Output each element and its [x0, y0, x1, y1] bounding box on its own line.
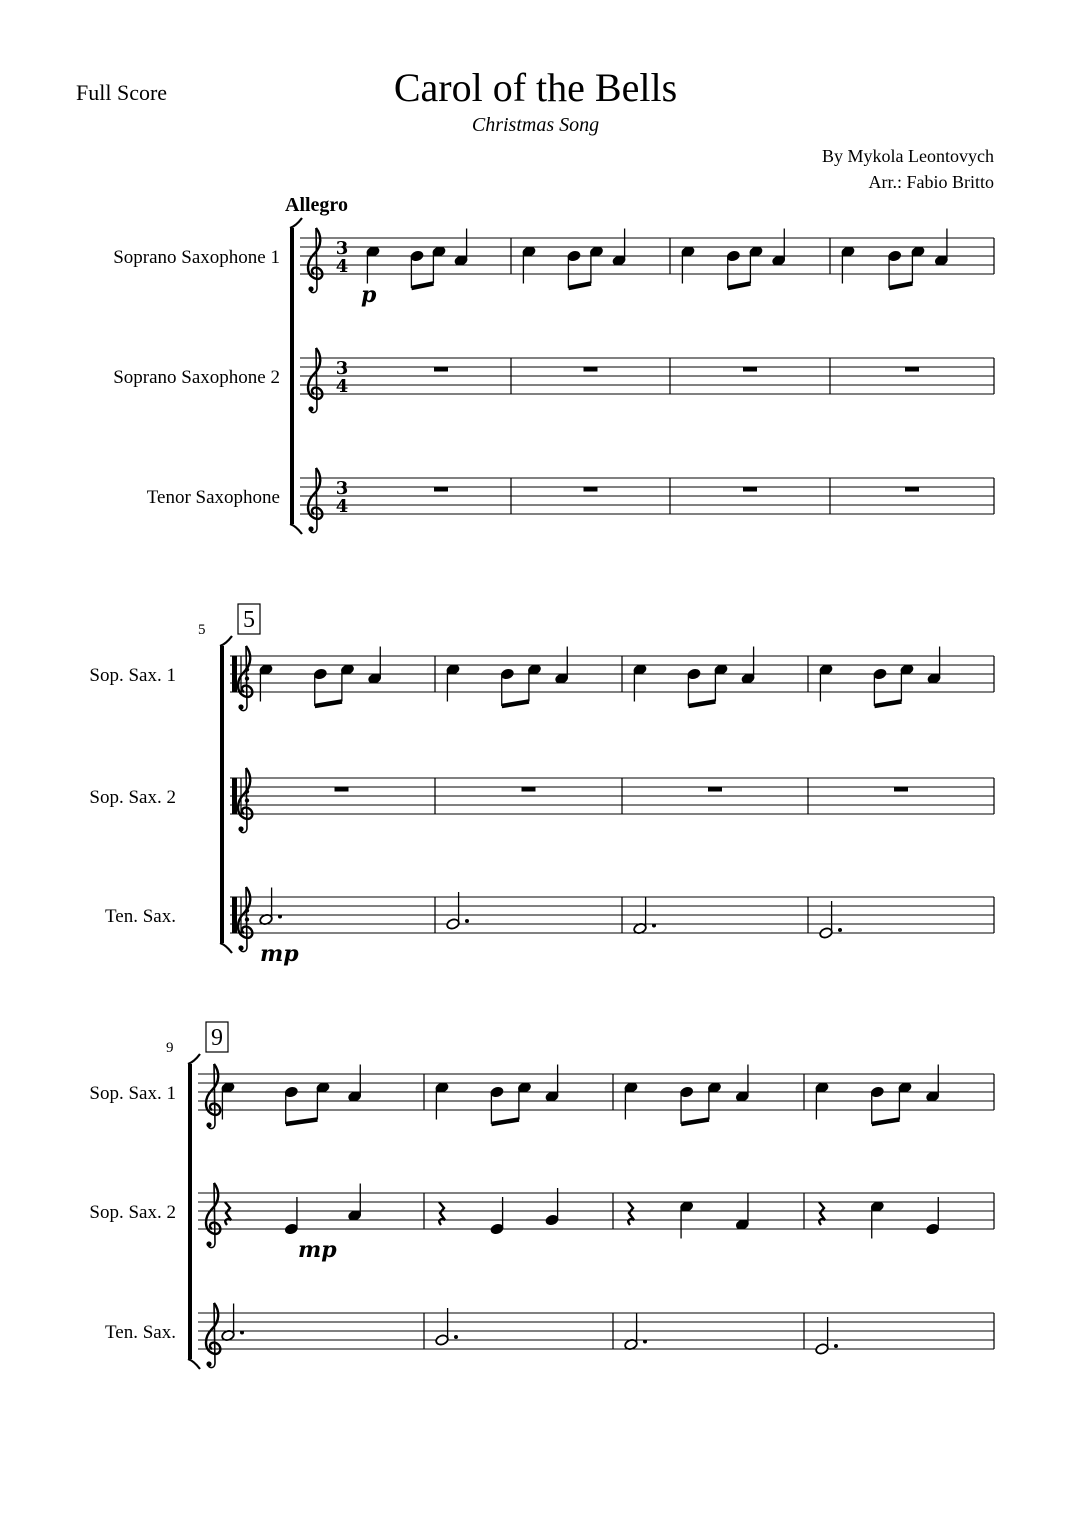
- system-1-staff-2-m3-whole-rest: [743, 367, 757, 372]
- system-2-staff-1-m4-beam: [874, 702, 901, 707]
- system-2-bracket: [220, 646, 224, 943]
- system-1-staff-3-m1-whole-rest: [434, 487, 448, 492]
- system-3-staff-3-m2-dot-0: [454, 1335, 458, 1339]
- system-2-staff-1-m3-beam: [688, 702, 715, 707]
- system-3-staff-3-m3-dot-0: [643, 1340, 647, 1344]
- system-1-staff-2-m2-whole-rest: [584, 367, 598, 372]
- system-2-staff-2-m1-whole-rest: [335, 787, 349, 792]
- system-3-staff-2-m2-quarter-rest: [439, 1202, 445, 1225]
- system-3-measure-number: 9: [166, 1040, 174, 1056]
- system-2-rehearsal-mark: 5: [243, 607, 255, 633]
- system-3-staff-1-m3-beam: [681, 1120, 709, 1125]
- system-1-staff-1-m4-beam: [889, 284, 912, 289]
- system-2-staff-1-m2-beam: [502, 702, 529, 707]
- system-2-staff-3-m3-dot-0: [652, 924, 656, 928]
- system-1-staff-3-label: Tenor Saxophone: [146, 487, 280, 508]
- system-3-staff-1-m2-beam: [491, 1120, 519, 1125]
- system-1-bracket-top: [290, 218, 302, 228]
- system-3-bracket-bottom: [188, 1359, 200, 1369]
- system-1-staff-1-time-sig-bottom: 4: [335, 256, 349, 277]
- system-2-staff-2-repeat-dot-2: [245, 798, 249, 802]
- system-2-staff-1-label: Sop. Sax. 1: [89, 665, 176, 686]
- system-3-staff-1-m4-beam: [872, 1120, 900, 1125]
- system-1-staff-1-m2-beam: [568, 284, 591, 289]
- system-3-staff-1-m1-beam: [286, 1120, 318, 1125]
- system-1-staff-1-time-sig-top: 3: [335, 238, 349, 259]
- system-1-staff-3-time-sig-bottom: 4: [335, 496, 349, 517]
- system-2-staff-3-label: Ten. Sax.: [105, 906, 176, 927]
- page-title: Carol of the Bells: [393, 65, 678, 110]
- system-3-bracket-top: [188, 1054, 200, 1064]
- system-2-measure-number: 5: [198, 622, 206, 638]
- system-2-bracket-top: [220, 636, 232, 646]
- system-1-staff-1-dynamic: p: [361, 282, 377, 308]
- system-3-bracket: [188, 1064, 192, 1359]
- system-1-staff-3-m2-whole-rest: [584, 487, 598, 492]
- system-3-staff-3-label: Ten. Sax.: [105, 1322, 176, 1343]
- arranger-credit: Arr.: Fabio Britto: [868, 172, 994, 192]
- system-1-staff-2-time-sig-top: 3: [335, 358, 349, 379]
- system-2-staff-2-label: Sop. Sax. 2: [89, 787, 176, 808]
- system-2-staff-3-repeat-dot-1: [245, 908, 249, 912]
- system-2-staff-3-repeat-thick: [232, 897, 237, 933]
- tempo-marking: Allegro: [285, 194, 348, 216]
- system-1-staff-3-m4-whole-rest: [905, 487, 919, 492]
- system-1-staff-3-m3-whole-rest: [743, 487, 757, 492]
- system-1-staff-2-m1-whole-rest: [434, 367, 448, 372]
- system-2-staff-3-m1-dot-0: [278, 915, 282, 919]
- system-2-staff-2-m4-whole-rest: [894, 787, 908, 792]
- system-2-staff-3-dynamic: mp: [260, 941, 299, 967]
- system-1-staff-1-label: Soprano Saxophone 1: [113, 247, 280, 268]
- system-2-staff-2-m2-whole-rest: [522, 787, 536, 792]
- system-1-staff-2-m4-whole-rest: [905, 367, 919, 372]
- system-2-staff-1-m1-beam: [315, 702, 342, 707]
- system-1-staff-1-m1-beam: [411, 284, 433, 289]
- system-2-staff-3-repeat-dot-2: [245, 917, 249, 921]
- system-2-staff-3-m2-dot-0: [465, 919, 469, 923]
- system-3-staff-2-m4-quarter-rest: [819, 1202, 825, 1225]
- system-2-staff-3-m4-dot-0: [838, 928, 842, 932]
- system-2-staff-2-repeat-dot-1: [245, 789, 249, 793]
- system-1-staff-3-time-sig-top: 3: [335, 478, 349, 499]
- system-3-staff-3-m1-dot-0: [240, 1331, 244, 1335]
- system-3-staff-2-m1-quarter-rest: [225, 1202, 231, 1225]
- system-1-staff-2-label: Soprano Saxophone 2: [113, 367, 280, 388]
- system-3-staff-2-m3-quarter-rest: [628, 1202, 634, 1225]
- system-2-staff-2-repeat-thick: [232, 778, 237, 814]
- system-3-staff-2-dynamic: mp: [298, 1237, 337, 1263]
- page-subtitle: Christmas Song: [471, 114, 600, 136]
- system-1-staff-1-m3-beam: [728, 284, 751, 289]
- system-3-rehearsal-mark: 9: [211, 1025, 223, 1051]
- score-label: Full Score: [76, 80, 168, 105]
- system-3-staff-1-label: Sop. Sax. 1: [89, 1083, 176, 1104]
- system-1-staff-2-time-sig-bottom: 4: [335, 376, 349, 397]
- system-1-bracket: [290, 228, 294, 524]
- system-3-staff-3-m4-dot-0: [834, 1344, 838, 1348]
- system-2-staff-1-repeat-dot-1: [245, 667, 249, 671]
- system-2-staff-1-repeat-thick: [232, 656, 237, 692]
- system-2-staff-2-m3-whole-rest: [708, 787, 722, 792]
- system-3-staff-2-label: Sop. Sax. 2: [89, 1202, 176, 1223]
- system-2-staff-1-repeat-dot-2: [245, 676, 249, 680]
- composer-credit: By Mykola Leontovych: [822, 146, 994, 166]
- system-1-bracket-bottom: [290, 524, 302, 534]
- system-2-bracket-bottom: [220, 943, 232, 953]
